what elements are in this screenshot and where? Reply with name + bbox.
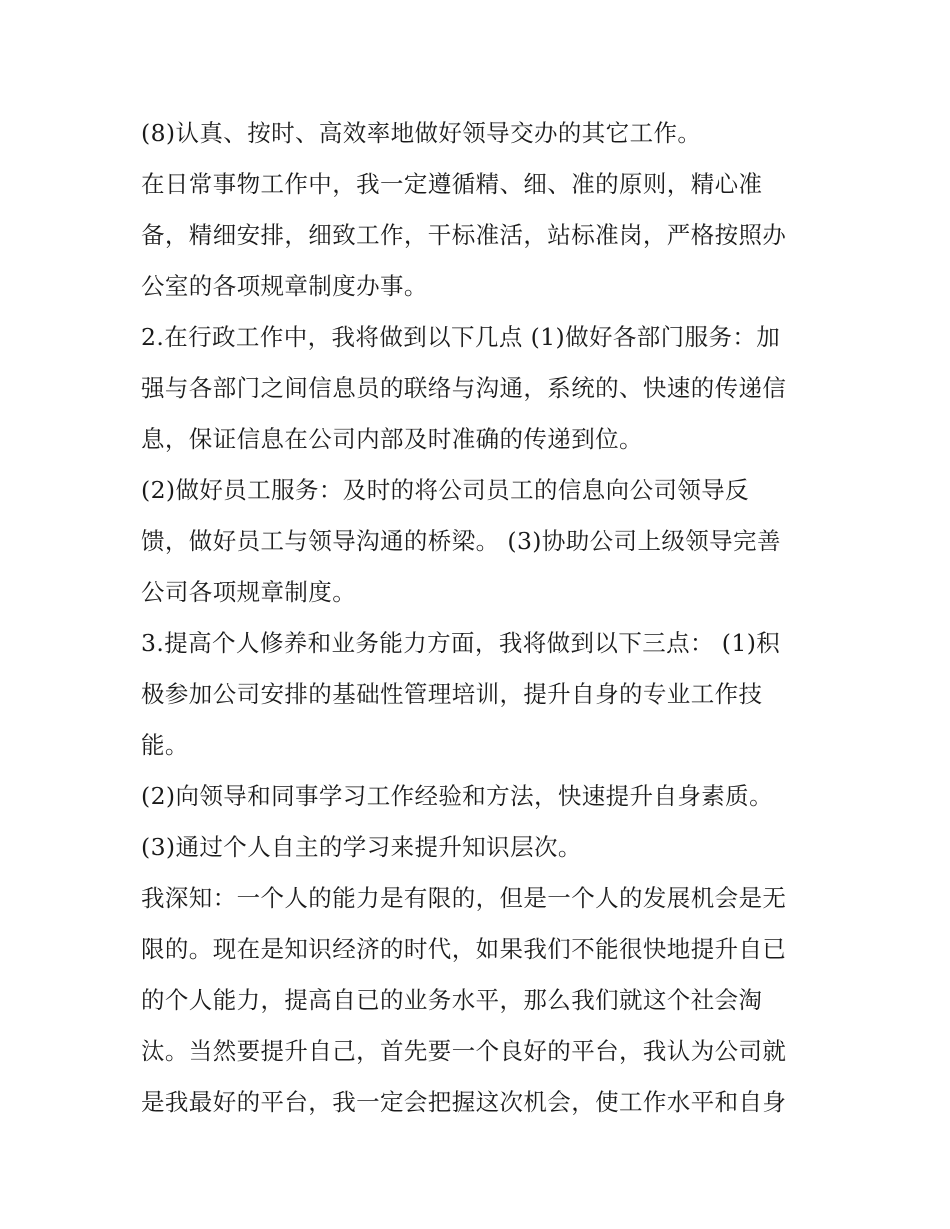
text-line: 馈，做好员工与领导沟通的桥梁。 (3)协助公司上级领导完善: [141, 527, 781, 555]
text-line: 公室的各项规章制度办事。: [141, 272, 428, 300]
text-line: (2)做好员工服务：及时的将公司员工的信息向公司领导反: [141, 476, 750, 504]
text-line: (2)向领导和同事学习工作经验和方法，快速提升自身素质。: [141, 782, 773, 810]
text-line: 能。: [141, 731, 189, 759]
text-line: 备，精细安排，细致工作，干标准活，站标准岗，严格按照办: [141, 221, 787, 249]
body-text: [141, 108, 821, 1128]
text-line: 息，保证信息在公司内部及时准确的传递到位。: [141, 425, 643, 453]
text-line: 的个人能力，提高自已的业务水平，那么我们就这个社会淘: [141, 986, 763, 1014]
text-line: 我深知：一个人的能力是有限的，但是一个人的发展机会是无: [141, 884, 787, 912]
text-line: 汰。当然要提升自己，首先要一个良好的平台，我认为公司就: [141, 1037, 787, 1065]
text-line: (8)认真、按时、高效率地做好领导交办的其它工作。: [141, 119, 702, 147]
text-line: 强与各部门之间信息员的联络与沟通，系统的、快速的传递信: [141, 374, 787, 402]
text-line: 限的。现在是知识经济的时代，如果我们不能很快地提升自已: [141, 935, 787, 963]
text-line: 极参加公司安排的基础性管理培训，提升自身的专业工作技: [141, 680, 763, 708]
text-line: 3.提高个人修养和业务能力方面，我将做到以下三点： (1)积: [141, 629, 781, 657]
text-line: 在日常事物工作中，我一定遵循精、细、准的原则，精心准: [141, 170, 763, 198]
text-line: 是我最好的平台，我一定会把握这次机会，使工作水平和自身: [141, 1088, 787, 1116]
text-line: (3)通过个人自主的学习来提升知识层次。: [141, 833, 582, 861]
text-line: 2.在行政工作中，我将做到以下几点 (1)做好各部门服务：加: [141, 323, 781, 351]
text-line: 公司各项规章制度。: [141, 578, 357, 606]
